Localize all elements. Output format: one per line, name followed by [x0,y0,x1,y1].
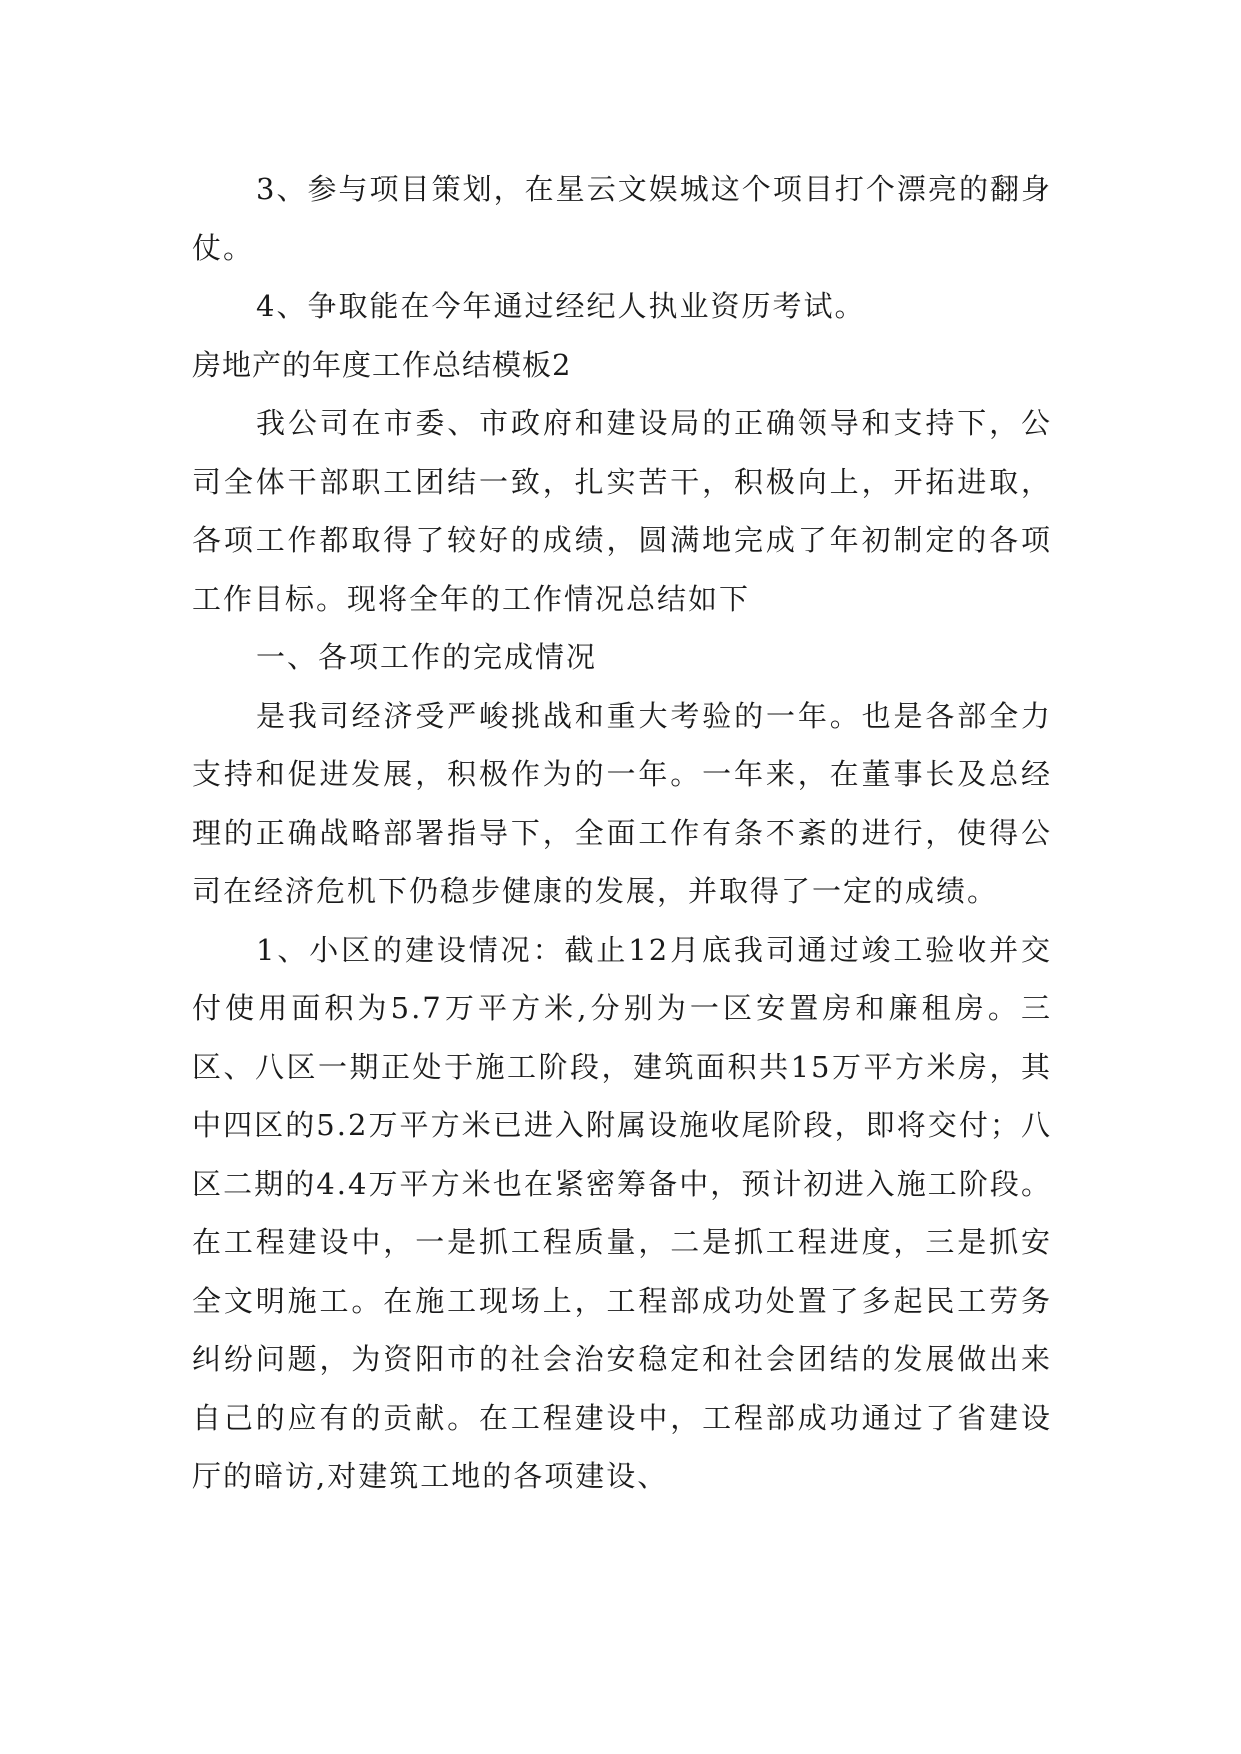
section-title: 房地产的年度工作总结模板2 [192,347,572,382]
document-body [192,160,1052,1506]
paragraph-item-4: 4、争取能在今年通过经纪人执业资历考试。 [256,289,866,323]
paragraph-item-3: 3、参与项目策划，在星云文娱城这个项目打个漂亮的翻身仗。 [192,172,1052,265]
paragraph-overview: 是我司经济受严峻挑战和重大考验的一年。也是各部全力支持和促进发展，积极作为的一年。一年来，在董事长及总经理的正确战略部署指导下，全面工作有条不紊的进行，使得公司在经济危机下仍稳步健康的发展，并取得了一定的成绩。 [192,698,1052,908]
section-heading-1: 一、各项工作的完成情况 [256,640,598,674]
paragraph-construction: 1、小区的建设情况：截止12月底我司通过竣工验收并交付使用面积为5.7万平方米,分别为一区安置房和廉租房。三区、八区一期正处于施工阶段，建筑面积共15万平方米房，其中四区的5.2万平方米已进入附属设施收尾阶段，即将交付；八区二期的4.4万平方米也在紧密筹备中，预计初进入施工阶段。在工程建设中，一是抓工程质量，二是抓工程进度，三是抓安全文明施工。在施工现场上，工程部成功处置了多起民工劳务纠纷问题，为资阳市的社会治安稳定和社会团结的发展做出来自己的应有的贡献。在工程建设中，工程部成功通过了省建设厅的暗访,对建筑工地的各项建设、 [192,932,1052,1493]
paragraph-intro: 我公司在市委、市政府和建设局的正确领导和支持下，公司全体干部职工团结一致，扎实苦干，积极向上，开拓进取，各项工作都取得了较好的成绩，圆满地完成了年初制定的各项工作目标。现将全年的工作情况总结如下 [192,406,1052,616]
